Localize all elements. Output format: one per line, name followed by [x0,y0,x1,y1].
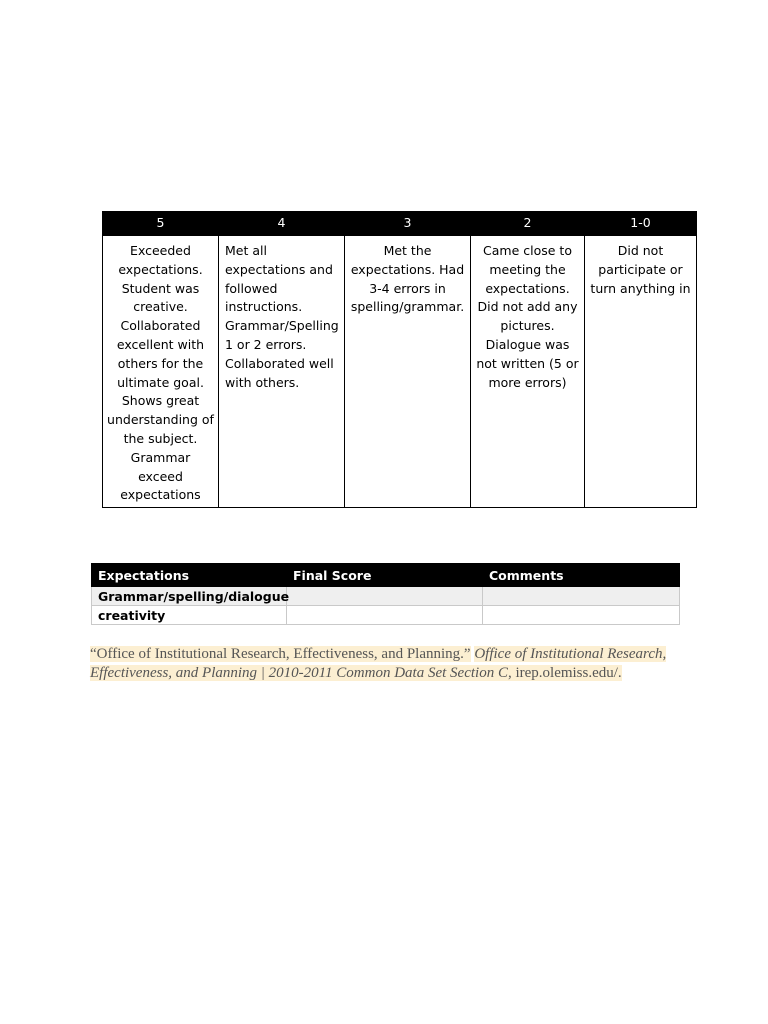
score-table [91,563,680,625]
score-header-row [92,564,680,587]
score-row-label: creativity [92,606,287,625]
score-row-final-score[interactable] [287,587,483,606]
table-row [92,587,680,606]
citation-url: , irep.olemiss.edu/. [507,664,622,681]
citation [90,645,690,682]
rubric-header-1-0: 1-0 [585,212,697,236]
rubric-cell-1-0: Did not participate or turn anything in [585,236,697,508]
score-row-label: Grammar/spelling/dialogue [92,587,287,606]
rubric-header-2: 2 [471,212,585,236]
rubric-header-row [103,212,697,236]
score-header-expectations: Expectations [92,564,287,587]
rubric-cell-2: Came close to meeting the expectations. Did not add any pictures. Dialogue was not written (5 or more errors) [471,236,585,508]
rubric-cell-5: Exceeded expectations. Student was creative. Collaborated excellent with others for the ultimate goal. Shows great understanding of the subject. Grammar exceed expectations [103,236,219,508]
table-row [92,606,680,625]
rubric-cell-4: Met all expectations and followed instructions. Grammar/Spelling 1 or 2 errors. Collaborated well with others. [219,236,345,508]
score-row-final-score[interactable] [287,606,483,625]
rubric-header-3: 3 [345,212,471,236]
score-header-final-score: Final Score [287,564,483,587]
rubric-criteria-row [103,236,697,508]
citation-title: “Office of Institutional Research, Effectiveness, and Planning.” [90,646,471,662]
citation-source: Office of Institutional Research, Effectiveness, and Planning | 2010-2011 Common Data Set Section C [90,646,667,681]
score-row-comments[interactable] [483,606,680,625]
rubric-cell-3: Met the expectations. Had 3-4 errors in spelling/grammar. [345,236,471,508]
score-row-comments[interactable] [483,587,680,606]
score-header-comments: Comments [483,564,680,587]
rubric-table [102,211,697,508]
rubric-header-5: 5 [103,212,219,236]
rubric-header-4: 4 [219,212,345,236]
